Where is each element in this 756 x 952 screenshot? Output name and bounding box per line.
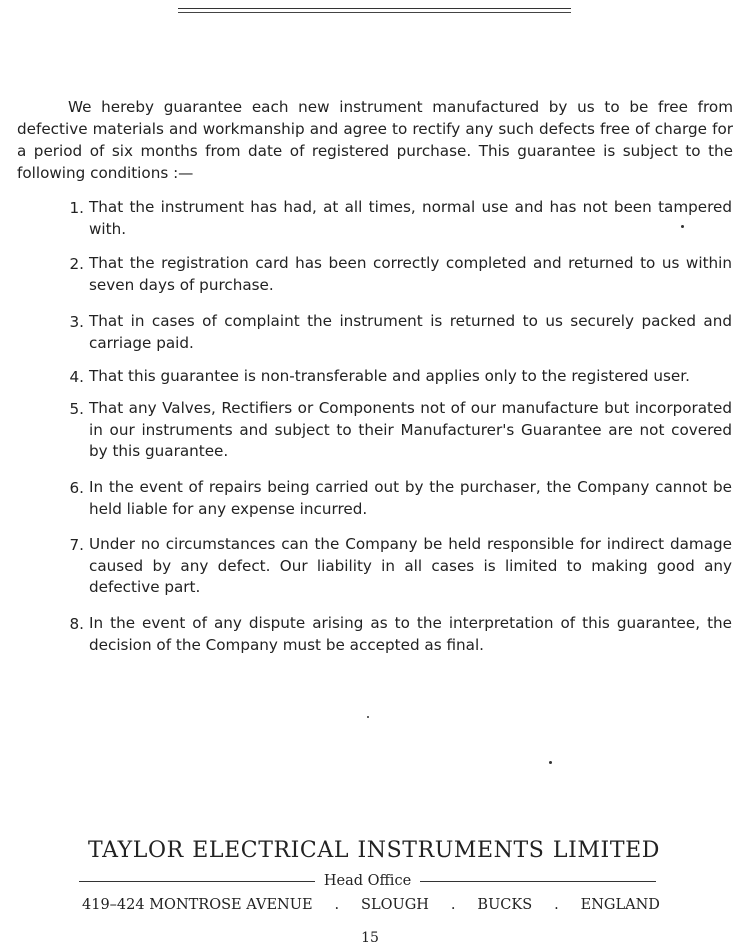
condition-number: 6. xyxy=(69,479,84,497)
condition-text: In the event of any dispute arising as to the interpretation of this guarantee, the decision of the Company must be accepted as final. xyxy=(89,614,732,654)
condition-text: That in cases of complaint the instrument is returned to us securely packed and carriage paid. xyxy=(89,312,732,352)
address-separator: . xyxy=(450,897,456,913)
address-separator: . xyxy=(334,897,340,913)
condition-text: That this guarantee is non-transferable and applies only to the registered user. xyxy=(89,367,690,385)
condition-number: 1. xyxy=(69,199,84,217)
page-number: 15 xyxy=(361,930,379,946)
condition-number: 5. xyxy=(69,400,84,418)
address-separator: . xyxy=(554,897,559,913)
head-office-rule-right xyxy=(420,881,656,882)
condition-number: 4. xyxy=(69,368,84,386)
condition-text: That the instrument has had, at all times, normal use and has not been tampered with. xyxy=(89,198,732,238)
address-town: SLOUGH xyxy=(361,897,429,913)
condition-text: Under no circumstances can the Company be held responsible for indirect damage caused by any defect. Our liability in all cases is limited to making good any defective part. xyxy=(89,535,732,596)
condition-number: 8. xyxy=(69,615,84,633)
speck xyxy=(681,225,684,228)
head-office-row xyxy=(79,871,656,891)
speck xyxy=(367,716,369,718)
address-street: 419–424 MONTROSE AVENUE xyxy=(82,897,313,913)
head-office-label: Head Office xyxy=(323,873,412,889)
address xyxy=(82,897,660,913)
address-country: ENGLAND xyxy=(580,897,660,913)
condition-text: In the event of repairs being carried out by the purchaser, the Company cannot be held liable for any expense incurred. xyxy=(89,478,732,518)
top-rule-lower xyxy=(178,12,571,13)
guarantee-intro: We hereby guarantee each new instrument manufactured by us to be free from defective materials and workmanship and agree to rectify any such defects free of charge for a period of six months from date of registered purchase. This guarantee is subject to the following conditions :— xyxy=(17,98,733,182)
address-county: BUCKS xyxy=(477,897,533,913)
condition-number: 7. xyxy=(69,536,84,554)
head-office-rule-left xyxy=(79,881,315,882)
condition-number: 3. xyxy=(69,313,84,331)
condition-text: That the registration card has been correctly completed and returned to us within seven days of purchase. xyxy=(89,254,732,294)
condition-text: That any Valves, Rectifiers or Components not of our manufacture but incorporated in our instruments and subject to their Manufacturer's Guarantee are not covered by this guarantee. xyxy=(89,399,732,460)
condition-number: 2. xyxy=(69,255,84,273)
top-rule-upper xyxy=(178,8,571,9)
company-name: TAYLOR ELECTRICAL INSTRUMENTS LIMITED xyxy=(88,838,660,863)
speck xyxy=(549,761,552,764)
